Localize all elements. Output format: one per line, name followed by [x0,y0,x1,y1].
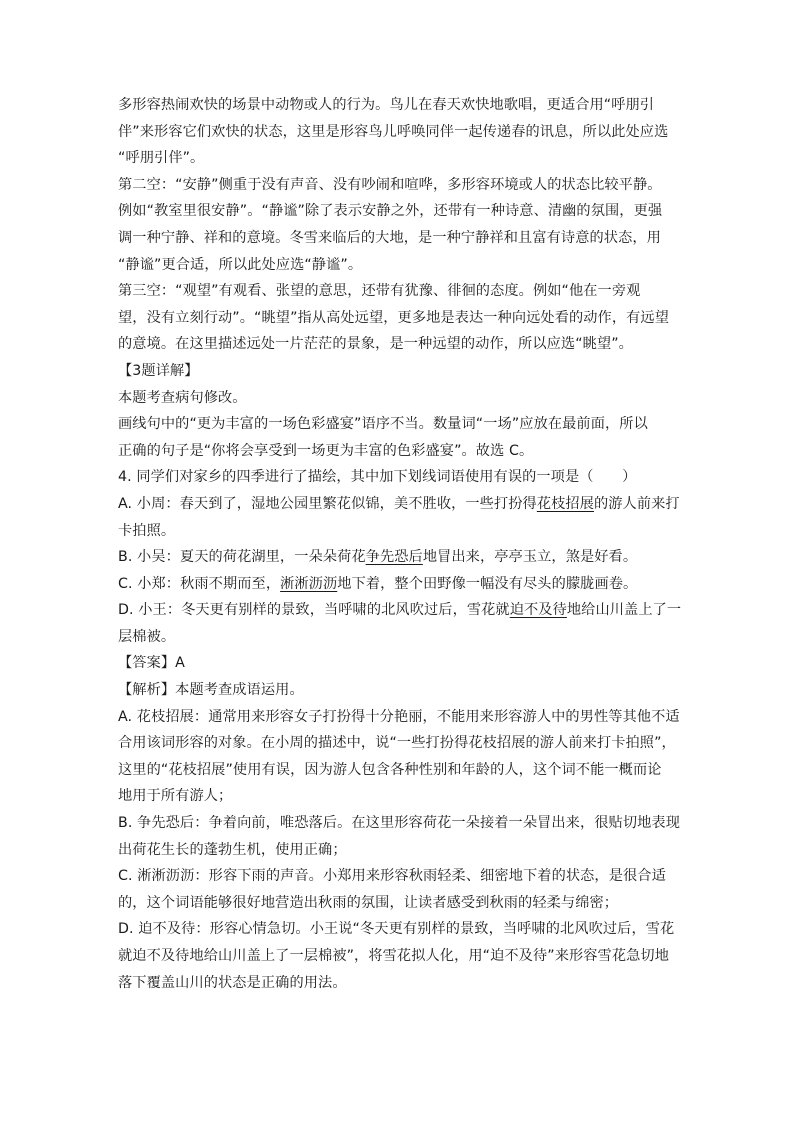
text-run: D. 迫不及待：形容心情急切。小王说“冬天更有别样的景致，当呼啸的北风吹过后，雪花 [118,921,675,938]
text-line [118,491,678,518]
text-run: 4. 同学们对家乡的四季进行了描绘，其中加下划线词语使用有误的一项是（ ） [118,469,637,486]
text-line [118,331,678,358]
text-run: 地冒出来，亭亭玉立，煞是好看。 [422,549,638,566]
text-run: “静谧”更合适，所以此处应选“静谧”。 [118,256,363,273]
text-run: A. 小周：春天到了，湿地公园里繁花似锦，美不胜收，一些打扮得 [118,495,537,512]
text-line [118,916,678,943]
document-body [118,92,682,996]
text-line [118,544,678,571]
text-line [118,890,678,917]
text-run: 地下着，整个田野像一幅没有尽头的朦胧画卷。 [337,575,638,592]
text-run: 正确的句子是“你将会享受到一场更为丰富的色彩盛宴”。故选 C。 [118,442,534,459]
text-run: A. 花枝招展：通常用来形容女子打扮得十分艳丽，不能用来形容游人中的男性等其他不适 [118,708,680,725]
text-run: 望，没有立刻行动”。“眺望”指从高处远望，更多地是表达一种向远处看的动作，有远望 [118,309,669,326]
text-line [118,677,678,704]
text-run: 例如“教室里很安静”。“静谧”除了表示安静之外，还带有一种诗意、清幽的氛围，更强 [118,203,663,220]
text-line [118,810,678,837]
text-run: 就迫不及待地给山川盖上了一层棉被”，将雪花拟人化，用“迫不及待”来形容雪花急切地 [118,948,669,964]
text-run: 调一种宁静、祥和的意境。冬雪来临后的大地，是一种宁静祥和且富有诗意的状态，用 [118,229,661,246]
text-line [118,943,678,970]
text-run: 【答案】A [118,655,185,672]
text-line [118,198,678,225]
text-line [118,863,678,890]
text-line [118,464,678,491]
text-run: C. 淅淅沥沥：形容下雨的声音。小郑用来形容秋雨轻柔、细密地下着的状态，是很合适 [118,868,666,885]
underlined-term: 花枝招展 [536,495,594,512]
text-line [118,704,678,731]
text-line [118,252,678,279]
text-line [118,358,678,385]
text-run: 出荷花生长的蓬勃生机，使用正确； [118,841,347,858]
text-line [118,624,678,651]
text-line [118,650,678,677]
text-line [118,278,678,305]
text-line [118,385,678,412]
text-line [118,172,678,199]
text-run: 本题考查病句修改。 [118,389,247,406]
text-run: 这里的“花枝招展”使用有误，因为游人包含各种性别和年龄的人，这个词不能一概而论 [118,761,662,778]
text-run: 的意境。在这里描述远处一片茫茫的景象，是一种远望的动作，所以应选“眺望”。 [118,336,633,353]
text-run: 地给山川盖上了一 [566,602,682,619]
text-run: 【3题详解】 [118,362,199,379]
text-line [118,783,678,810]
text-line [118,119,678,146]
underlined-term: 淅淅沥沥 [280,575,338,592]
text-line [118,225,678,252]
text-line [118,411,678,438]
text-run: 的游人前来打 [593,495,680,512]
text-run: C. 小郑：秋雨不期而至， [118,575,281,592]
text-run: D. 小王：冬天更有别样的景致，当呼啸的北风吹过后，雪花就 [118,602,510,619]
text-line [118,145,678,172]
text-run: “呼朋引伴”。 [118,150,205,167]
underlined-term: 争先恐后 [365,549,423,566]
text-line [118,730,678,757]
text-run: 【解析】本题考查成语运用。 [118,682,304,699]
text-run: 的，这个词语能够很好地营造出秋雨的氛围，让读者感受到秋雨的轻柔与绵密； [118,894,619,911]
text-line [118,757,678,784]
underlined-term: 迫不及待 [509,602,567,619]
text-run: B. 小吴：夏天的荷花湖里，一朵朵荷花 [118,549,366,566]
text-line [118,970,678,997]
text-line [118,92,678,119]
text-run: 多形容热闹欢快的场景中动物或人的行为。鸟儿在春天欢快地歌唱，更适合用“呼朋引 [118,97,655,113]
text-run: 地用于所有游人； [118,788,233,805]
text-line [118,438,678,465]
text-line [118,518,678,545]
text-run: 第三空：“观望”有观看、张望的意思，还带有犹豫、徘徊的态度。例如“他在一旁观 [118,283,641,300]
text-line [118,571,678,598]
text-run: 落下覆盖山川的状态是正确的用法。 [118,974,347,991]
text-run: 伴”来形容它们欢快的状态，这里是形容鸟儿呼唤同伴一起传递春的讯息，所以此处应选 [118,123,669,140]
text-line [118,597,682,624]
text-line [118,837,678,864]
text-run: 合用该词形容的对象。在小周的描述中，说“一些打扮得花枝招展的游人前来打卡拍照”， [118,735,676,752]
text-run: 画线句中的“更为丰富的一场色彩盛宴”语序不当。数量词“一场”应放在最前面，所以 [118,416,648,433]
text-run: 第二空：“安静”侧重于没有声音、没有吵闹和喧哗，多形容环境或人的状态比较平静。 [118,176,662,193]
text-run: B. 争先恐后：争着向前，唯恐落后。在这里形容荷花一朵接着一朵冒出来，很贴切地表现 [118,815,680,832]
text-run: 卡拍照。 [118,522,176,539]
text-line [118,305,678,332]
text-run: 层棉被。 [118,628,176,645]
